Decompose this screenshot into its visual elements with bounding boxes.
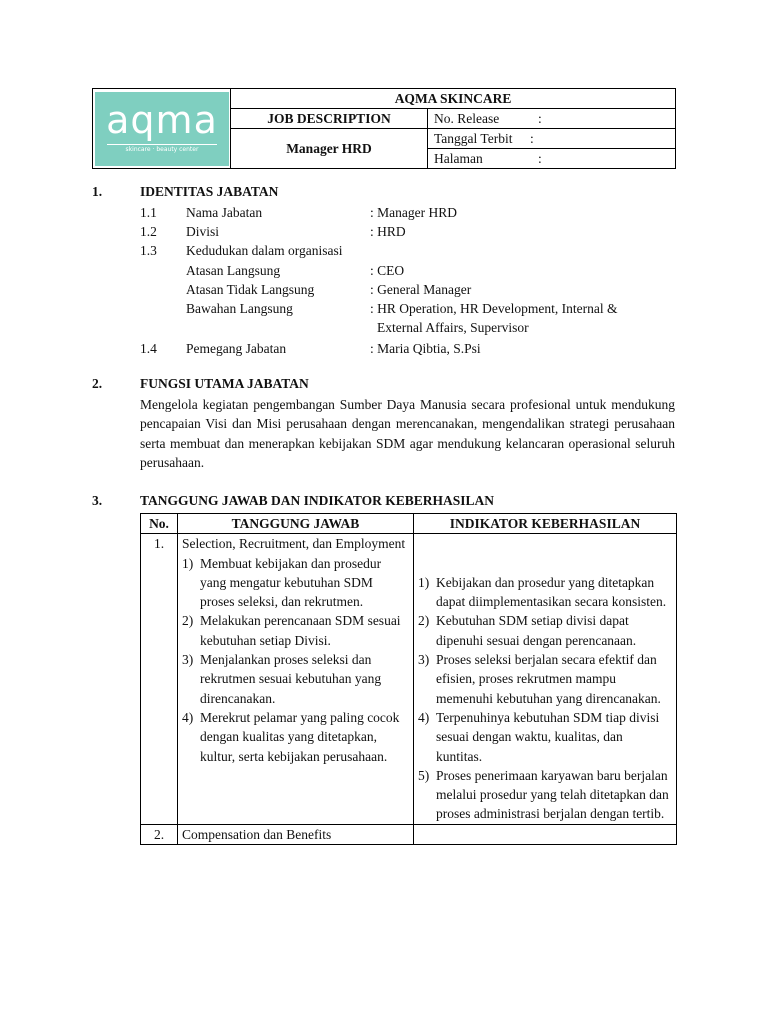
identity-no: 1.2 — [140, 224, 157, 239]
meta-value: : — [530, 130, 534, 146]
meta-label: Halaman — [434, 150, 483, 166]
indicator-cell — [414, 824, 677, 844]
indicator-item — [418, 650, 672, 708]
duty-list — [182, 554, 409, 766]
indicator-text: Terpenuhinya kebutuhan SDM tiap divisi sesuai dengan waktu, kualitas, dan kuntitas. — [436, 709, 660, 764]
company-name: AQMA SKINCARE — [231, 89, 676, 109]
responsibility-cell — [178, 534, 414, 824]
meta-release — [428, 109, 676, 129]
column-header-indicator: INDIKATOR KEBERHASILAN — [414, 514, 677, 534]
aqma-logo — [95, 92, 229, 166]
indicator-cell — [414, 534, 677, 824]
indicator-number: 5) — [418, 767, 430, 783]
section-1-number: 1. — [92, 184, 103, 199]
indicator-number: 1) — [418, 574, 430, 590]
table-header-row — [141, 514, 677, 534]
indicator-number: 4) — [418, 709, 430, 725]
meta-page — [428, 149, 676, 169]
indicator-item — [418, 611, 672, 650]
indicator-item — [418, 766, 672, 824]
table-row — [141, 534, 677, 824]
duty-number: 4) — [182, 709, 194, 725]
indicator-text: Proses seleksi berjalan secara efektif dan efisien, proses rekrutmen mampu memenuhi kebutuhan yang direncanakan. — [436, 652, 661, 706]
duty-number: 1) — [182, 555, 194, 571]
identity-value: : HRD — [370, 224, 406, 239]
identity-label: Pemegang Jabatan — [186, 341, 287, 356]
table-row — [141, 824, 677, 844]
indicator-text: Proses penerimaan karyawan baru berjalan melalui prosedur yang telah ditetapkan dan proses administrasi berjalan dengan tertib. — [436, 767, 669, 822]
responsibility-table — [140, 513, 677, 845]
identity-label: Nama Jabatan — [186, 205, 263, 220]
identity-value: : Maria Qibtia, S.Psi — [370, 341, 481, 356]
duty-text: Menjalankan proses seleksi dan rekrutmen sesuai kebutuhan yang direncanakan. — [200, 652, 382, 706]
duty-text: Merekrut pelamar yang paling cocok dengan kualitas yang ditetapkan, kultur, serta kebijakan perusahaan. — [200, 709, 400, 764]
identity-no: 1.4 — [140, 341, 157, 356]
logo-tagline: skincare · beauty center — [107, 144, 217, 154]
identity-value: : CEO — [370, 263, 405, 278]
row-number: 1. — [141, 534, 178, 824]
logo-cell — [93, 89, 231, 169]
identity-label: Kedudukan dalam organisasi — [186, 243, 343, 258]
identity-label: Atasan Tidak Langsung — [186, 282, 315, 297]
meta-value: : — [538, 150, 542, 166]
position-title: Manager HRD — [231, 129, 428, 169]
identity-label: Divisi — [186, 224, 220, 239]
identity-value: : HR Operation, HR Development, Internal & — [370, 301, 618, 316]
section-2-title: FUNGSI UTAMA JABATAN — [140, 376, 309, 391]
meta-issue-date — [428, 129, 676, 149]
identity-label: Bawahan Langsung — [186, 301, 293, 316]
indicator-item — [418, 708, 672, 766]
responsibility-heading: Compensation dan Benefits — [178, 824, 414, 844]
identity-value-continued: External Affairs, Supervisor — [377, 320, 529, 335]
meta-label: Tanggal Terbit — [434, 130, 513, 146]
main-function-paragraph: Mengelola kegiatan pengembangan Sumber Daya Manusia secara profesional untuk mendukung pencapaian Visi dan Misi perusahaan dengan merencanakan, mengendalikan strategi perusahaan serta membuat dan menerapkan kebijakan SDM agar mendukung kelancaran operasional seluruh perusahaan. — [140, 397, 675, 470]
duty-item — [182, 554, 409, 612]
column-header-no: No. — [141, 514, 178, 534]
identity-value: : Manager HRD — [370, 205, 457, 220]
identity-no: 1.3 — [140, 243, 157, 258]
row-number: 2. — [141, 824, 178, 844]
column-header-responsibility: TANGGUNG JAWAB — [178, 514, 414, 534]
duty-number: 2) — [182, 613, 194, 629]
responsibility-heading: Selection, Recruitment, dan Employment — [182, 536, 406, 552]
indicator-text: Kebijakan dan prosedur yang ditetapkan dapat diimplementasikan secara konsisten. — [436, 574, 667, 610]
indicator-list — [418, 573, 672, 824]
identity-label: Atasan Langsung — [186, 263, 281, 278]
meta-value: : — [538, 110, 542, 126]
document-header-table — [92, 88, 676, 169]
duty-number: 3) — [182, 652, 194, 668]
identity-value: : General Manager — [370, 282, 472, 297]
duty-text: Membuat kebijakan dan prosedur yang mengatur kebutuhan SDM proses seleksi, dan rekrutmen. — [200, 555, 382, 610]
indicator-number: 3) — [418, 652, 430, 668]
indicator-number: 2) — [418, 613, 430, 629]
logo-wordmark: aqma — [106, 97, 218, 142]
section-3-number: 3. — [92, 493, 103, 508]
section-1-title: IDENTITAS JABATAN — [140, 184, 279, 199]
duty-text: Melakukan perencanaan SDM sesuai kebutuhan setiap Divisi. — [200, 613, 401, 648]
section-2-number: 2. — [92, 376, 103, 391]
duty-item — [182, 650, 409, 708]
meta-label: No. Release — [434, 110, 500, 126]
duty-item — [182, 611, 409, 650]
section-3-title: TANGGUNG JAWAB DAN INDIKATOR KEBERHASILAN — [140, 493, 495, 508]
doc-type: JOB DESCRIPTION — [231, 109, 428, 129]
duty-item — [182, 708, 409, 766]
identity-no: 1.1 — [140, 205, 157, 220]
indicator-item — [418, 573, 672, 612]
indicator-text: Kebutuhan SDM setiap divisi dapat dipenuhi sesuai dengan perencanaan. — [436, 613, 637, 648]
